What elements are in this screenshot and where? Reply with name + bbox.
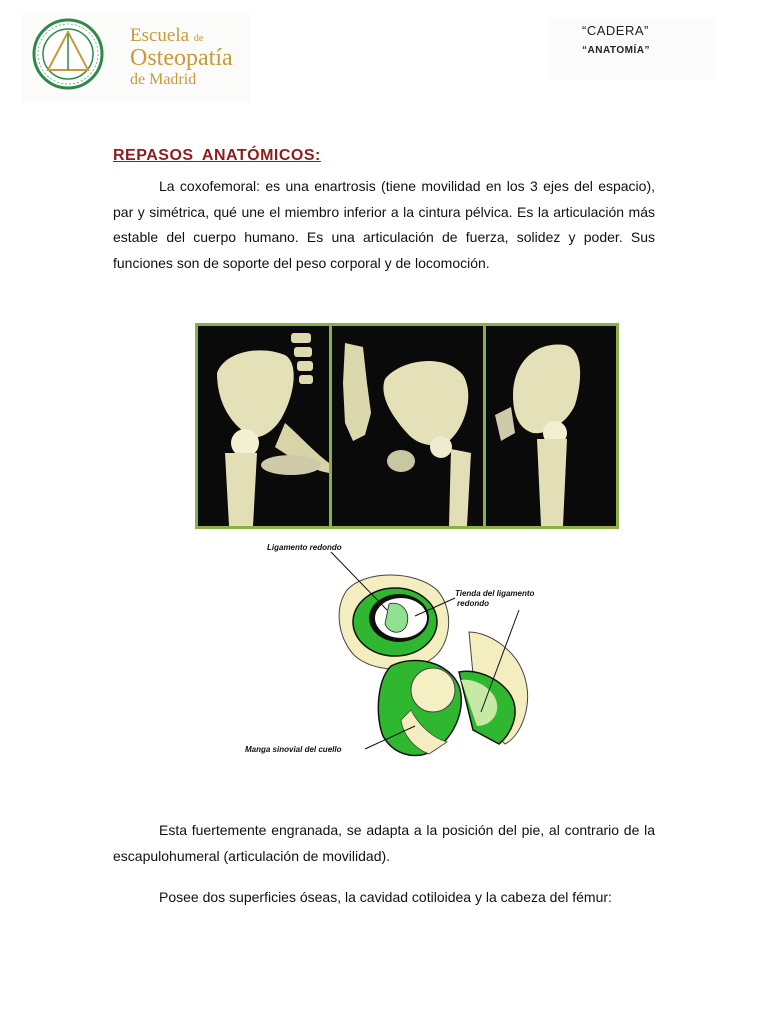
paragraph-coxofemoral: La coxofemoral: es una enartrosis (tiene movilidad en los 3 ejes del espacio), par y simétrica, qué une el miembro inferior a la cintura pélvica. Es la articulación más estable del cuerpo humano. Es una articulación de fuerza, solidez y poder. Sus funciones son de soporte del peso corporal y de locomoción.: [113, 178, 655, 271]
pelvis-photos-figure: [195, 323, 619, 529]
label-manga-sinovial: Manga sinovial del cuello: [245, 745, 342, 754]
school-logo-text: Escuela de Osteopatía de Madrid: [130, 25, 233, 88]
label-tienda-ligamento-line2: redondo: [457, 599, 489, 608]
acetabulum-illustration: [339, 575, 449, 669]
hip-ligament-diagram: [215, 540, 601, 776]
pelvis-photo-side: [486, 326, 616, 526]
pelvis-photo-back: [332, 326, 483, 526]
paragraph-superficies-oseas: Posee dos superficies óseas, la cavidad cotiloidea y la cabeza del fémur:: [159, 889, 612, 905]
pelvis-photo-front: [198, 326, 329, 526]
section-heading: REPASOS ANATÓMICOS:: [113, 147, 321, 164]
logo-line-madrid: de Madrid: [130, 71, 197, 88]
paragraph-engranada: Esta fuertemente engranada, se adapta a la posición del pie, al contrario de la escapulohumeral (articulación de movilidad).: [113, 822, 655, 864]
logo-line-osteopatia: Osteopatía: [130, 45, 233, 71]
document-subtitle: “ANATOMÍA”: [582, 45, 650, 56]
document-title: “CADERA”: [582, 23, 649, 38]
label-tienda-ligamento-line1: Tienda del ligamento: [455, 589, 535, 598]
label-ligamento-redondo: Ligamento redondo: [267, 543, 342, 552]
school-seal-logo: [32, 18, 104, 90]
